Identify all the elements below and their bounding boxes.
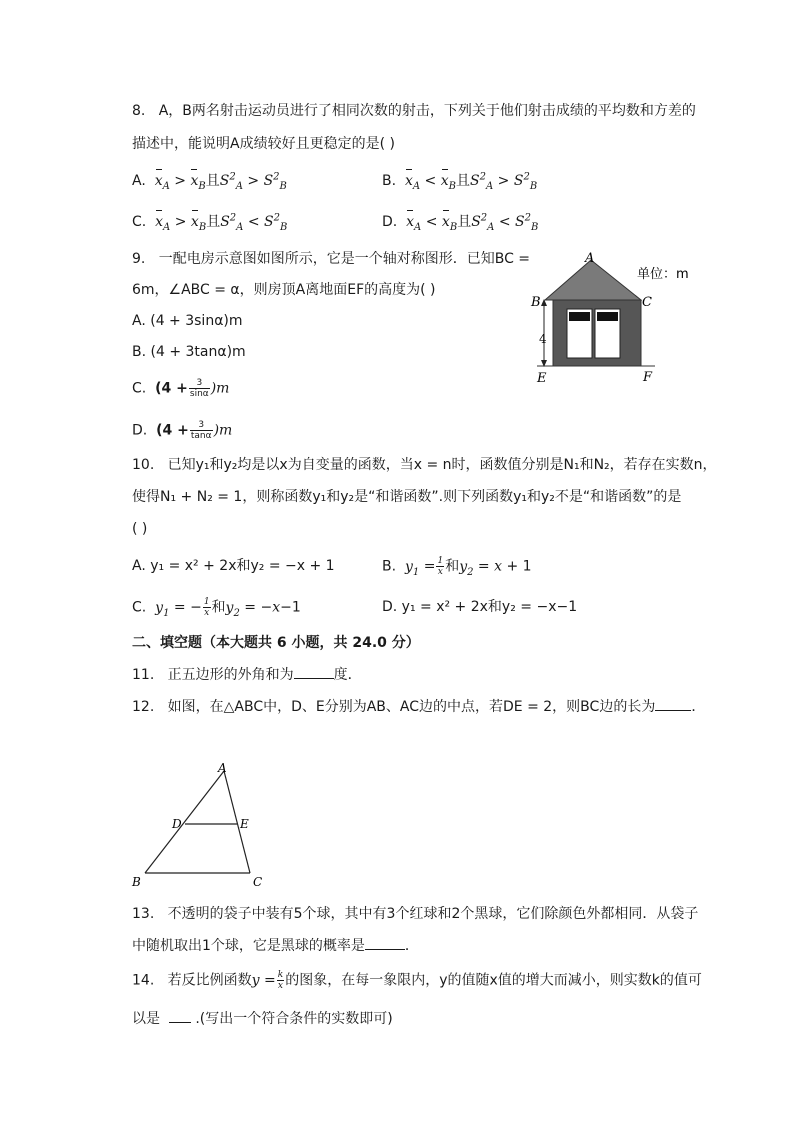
q14-post: 的图象，在每一象限内，y的值随x值的增大而减小，则实数k的值可 (285, 972, 702, 989)
q14-pre: 若反比例函数 (167, 972, 252, 989)
conjunction: 且 (206, 214, 221, 230)
label-c: C (642, 295, 652, 310)
option-label: B. (382, 173, 397, 189)
q10-text-line2: 使得N₁ + N₂ = 1，则称函数y₁和y₂是“和谐函数”.则下列函数y₁和y₂不是“和谐函数”的是 (132, 489, 682, 505)
conjunction: 且 (457, 214, 472, 230)
q13-number: 13. (132, 906, 155, 922)
label-b: B (531, 295, 541, 310)
q12-answer-blank[interactable] (655, 696, 691, 711)
q14-stem-line1: 14. 若反比例函数y = $\frac{k}{x}$ 的图象，在每一象限内，y的值随x值的增大而减小，则实数k的值可 (132, 970, 702, 991)
q14-line2-pre: 以是 (132, 1011, 160, 1027)
q13-answer-blank[interactable] (365, 935, 405, 950)
conjunction: 且 (205, 173, 220, 189)
option-label: D. (132, 422, 148, 439)
q9-text-line1: 一配电房示意图如图所示，它是一个轴对称图形．已知BC = (158, 251, 531, 267)
q11-text: 正五边形的外角和为 (167, 667, 294, 683)
q8-option-b[interactable]: B. $x_A < x_B$且$S^2_A > S^2_B$ (382, 171, 538, 192)
q9-text-line2: 6m，∠ABC = α，则房顶A离地面EF的高度为( ) (132, 282, 436, 298)
q14-line2 (132, 1008, 393, 1029)
q10-option-c[interactable]: C. $y_1$ = − $\frac{1}{x}$ 和$y_2 = -x-1$ (132, 597, 301, 619)
q11 (132, 664, 362, 685)
q10-option-a[interactable]: A. y₁ = x² + 2x和y₂ = −x + 1 (132, 558, 335, 574)
q13-text-line2: 中随机取出1个球，它是黑球的概率是 (132, 938, 365, 954)
label-f: F (643, 370, 653, 385)
q13-text-line1: 不透明的袋子中装有5个球，其中有3个红球和2个黑球，它们除颜色外都相同．从袋子 (167, 906, 699, 922)
side-ab (145, 771, 224, 873)
q12-text: 如图，在△ABC中，D、E分别为AB、AC边的中点，若DE = 2，则BC边的长为 (167, 699, 656, 715)
option-label: C. (132, 380, 147, 397)
q10-text-line3: ( ) (132, 521, 148, 537)
q14-line2-post: .(写出一个符合条件的实数即可) (195, 1011, 393, 1027)
q9-number: 9. (132, 251, 146, 267)
q12-tail: ． (691, 699, 706, 715)
option-label: C. (132, 214, 147, 230)
unit-label: 单位：m (637, 267, 689, 282)
q9-stem-line1 (132, 249, 530, 269)
q11-tail: 度． (333, 667, 362, 683)
q8-option-c[interactable]: C. $x_A > x_B$且$S^2_A < S^2_B$ (132, 212, 288, 233)
q9-house-figure (525, 248, 705, 390)
q12 (132, 696, 705, 717)
q14-number: 14. (132, 972, 155, 989)
q8-option-d[interactable]: D. $x_A < x_B$且$S^2_A < S^2_B$ (382, 212, 539, 233)
q11-answer-blank[interactable] (294, 664, 334, 679)
q9-option-c[interactable]: C. (4 + $\frac{3}{\sin\alpha}$ )m (132, 378, 230, 399)
vent-left (569, 312, 590, 321)
section-heading: 二、填空题（本大题共 6 小题，共 24.0 分） (132, 635, 420, 651)
q12-number: 12. (132, 699, 155, 715)
q10-stem-line1 (132, 455, 717, 475)
q13-line2 (132, 935, 419, 956)
conjunction: 且 (456, 173, 471, 189)
label-a: A (218, 761, 227, 775)
q8-stem-line1 (132, 101, 696, 121)
q13-stem-line1 (132, 904, 698, 924)
option-label: A. (132, 173, 146, 189)
option-label: D. (382, 214, 398, 230)
q14-answer-blank[interactable] (169, 1008, 191, 1023)
q9-option-b[interactable]: B. (4 + 3tanα)m (132, 344, 246, 360)
vent-right (597, 312, 618, 321)
roof (545, 260, 641, 300)
q8-option-a[interactable]: A. $x_A > x_B$且$S^2_A > S^2_B$ (132, 171, 287, 192)
q8-text-line1: A，B两名射击运动员进行了相同次数的射击，下列关于他们射击成绩的平均数和方差的 (158, 103, 696, 119)
q10-text-line1: 已知y₁和y₂均是以x为自变量的函数，当x = n时，函数值分别是N₁和N₂，若存在实数n， (167, 457, 717, 473)
label-b: B (132, 875, 141, 889)
label-e: E (240, 817, 249, 831)
q10-option-b[interactable]: B. $y_1$ = $\frac{1}{x}$ 和$y_2 = x + 1$ (382, 556, 532, 578)
label-c: C (253, 875, 263, 889)
option-label: C. (132, 599, 147, 616)
label-e: E (537, 371, 547, 386)
label-d: D (172, 817, 182, 831)
q10-number: 10. (132, 457, 155, 473)
label-a: A (585, 251, 595, 266)
q10-option-d[interactable]: D. y₁ = x² + 2x和y₂ = −x−1 (382, 599, 578, 615)
q9-option-d[interactable]: D. (4 + $\frac{3}{\tan\alpha}$ )m (132, 420, 233, 441)
q11-number: 11. (132, 667, 155, 683)
q8-number: 8. (132, 103, 146, 119)
label-height: 4 (539, 332, 547, 346)
option-label: B. (382, 558, 397, 575)
q8-text-line2: 描述中，能说明A成绩较好且更稳定的是( ) (132, 136, 395, 152)
q12-triangle-figure (128, 758, 278, 892)
q9-option-a[interactable]: A. (4 + 3sinα)m (132, 313, 243, 329)
q13-tail: ． (404, 938, 419, 954)
